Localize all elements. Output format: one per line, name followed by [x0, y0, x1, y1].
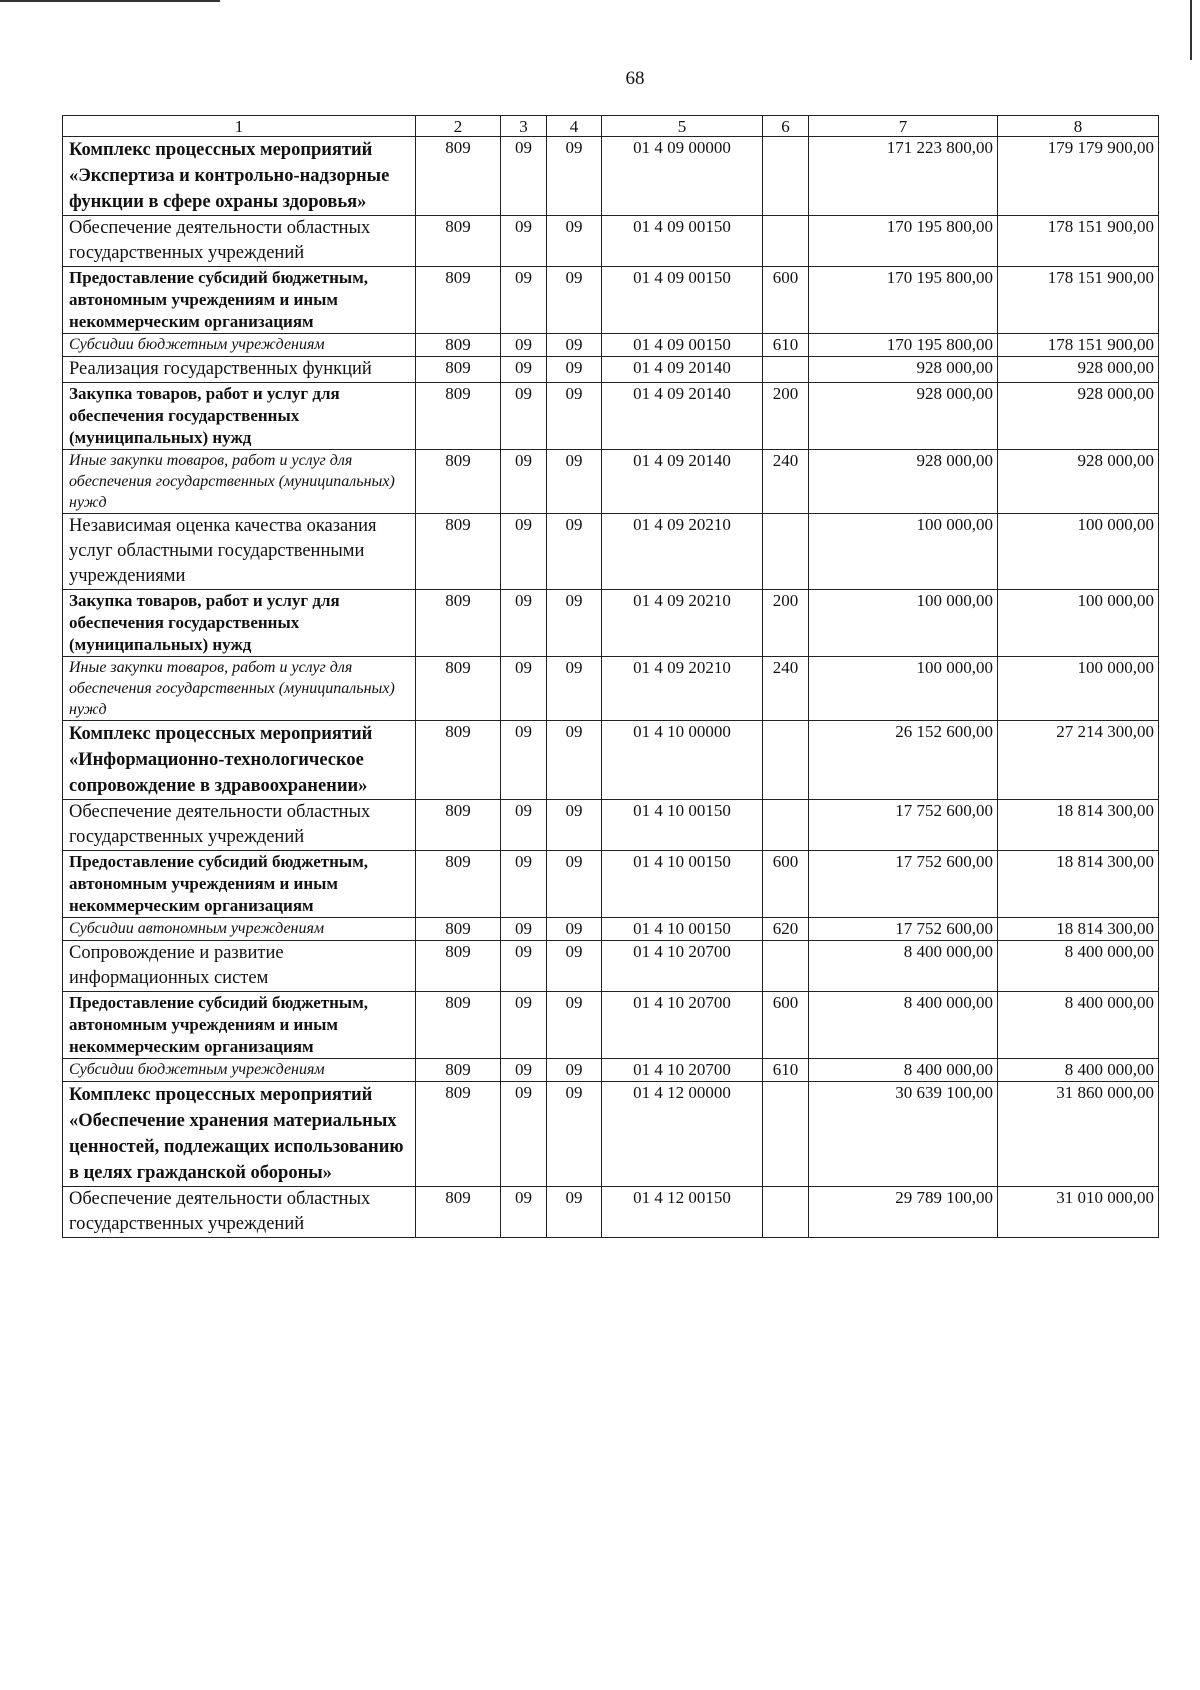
cell-amount-year1: 100 000,00 — [809, 514, 998, 590]
cell-amount-year1: 171 223 800,00 — [809, 137, 998, 216]
cell-amount-year2: 178 151 900,00 — [998, 267, 1159, 334]
cell-ministry-code: 809 — [416, 941, 501, 992]
cell-section: 09 — [501, 800, 547, 851]
cell-expense-type — [763, 941, 809, 992]
table-row — [63, 383, 1159, 450]
cell-amount-year1: 100 000,00 — [809, 657, 998, 721]
cell-amount-year2: 178 151 900,00 — [998, 216, 1159, 267]
cell-subsection: 09 — [547, 800, 602, 851]
cell-section: 09 — [501, 334, 547, 357]
table-row — [63, 1059, 1159, 1082]
cell-amount-year2: 178 151 900,00 — [998, 334, 1159, 357]
cell-ministry-code: 809 — [416, 851, 501, 918]
column-header: 6 — [763, 116, 809, 137]
cell-target-article: 01 4 10 20700 — [602, 992, 763, 1059]
column-header: 1 — [63, 116, 416, 137]
row-name: Субсидии автономным учреждениям — [63, 918, 416, 941]
row-name: Закупка товаров, работ и услуг для обеспечения государственных (муниципальных) нужд — [63, 590, 416, 657]
cell-expense-type: 600 — [763, 851, 809, 918]
cell-subsection: 09 — [547, 851, 602, 918]
cell-target-article: 01 4 09 20140 — [602, 383, 763, 450]
table-row — [63, 721, 1159, 800]
cell-ministry-code: 809 — [416, 357, 501, 383]
cell-amount-year2: 8 400 000,00 — [998, 1059, 1159, 1082]
cell-amount-year1: 8 400 000,00 — [809, 941, 998, 992]
cell-section: 09 — [501, 992, 547, 1059]
cell-subsection: 09 — [547, 1059, 602, 1082]
row-name: Сопровождение и развитие информационных систем — [63, 941, 416, 992]
cell-ministry-code: 809 — [416, 383, 501, 450]
header-row — [63, 116, 1159, 137]
cell-expense-type: 610 — [763, 334, 809, 357]
cell-amount-year2: 100 000,00 — [998, 590, 1159, 657]
table-row — [63, 800, 1159, 851]
cell-amount-year2: 31 860 000,00 — [998, 1082, 1159, 1187]
cell-expense-type: 240 — [763, 450, 809, 514]
cell-ministry-code: 809 — [416, 450, 501, 514]
cell-ministry-code: 809 — [416, 800, 501, 851]
cell-expense-type: 600 — [763, 267, 809, 334]
cell-amount-year1: 170 195 800,00 — [809, 334, 998, 357]
table-row — [63, 918, 1159, 941]
cell-subsection: 09 — [547, 137, 602, 216]
cell-subsection: 09 — [547, 590, 602, 657]
cell-ministry-code: 809 — [416, 334, 501, 357]
cell-subsection: 09 — [547, 1187, 602, 1238]
cell-expense-type — [763, 216, 809, 267]
cell-ministry-code: 809 — [416, 1187, 501, 1238]
cell-amount-year1: 26 152 600,00 — [809, 721, 998, 800]
row-name: Комплекс процессных мероприятий «Экспертиза и контрольно-надзорные функции в сфере охраны здоровья» — [63, 137, 416, 216]
cell-target-article: 01 4 09 00150 — [602, 267, 763, 334]
cell-amount-year1: 8 400 000,00 — [809, 1059, 998, 1082]
row-name: Субсидии бюджетным учреждениям — [63, 1059, 416, 1082]
cell-expense-type — [763, 514, 809, 590]
row-name: Закупка товаров, работ и услуг для обеспечения государственных (муниципальных) нужд — [63, 383, 416, 450]
column-header: 3 — [501, 116, 547, 137]
cell-target-article: 01 4 09 00150 — [602, 216, 763, 267]
page-number: 68 — [625, 68, 645, 89]
cell-target-article: 01 4 09 20140 — [602, 357, 763, 383]
column-header: 2 — [416, 116, 501, 137]
cell-ministry-code: 809 — [416, 216, 501, 267]
cell-amount-year1: 17 752 600,00 — [809, 918, 998, 941]
row-name: Обеспечение деятельности областных государственных учреждений — [63, 800, 416, 851]
budget-table — [62, 115, 1159, 1238]
table-row — [63, 450, 1159, 514]
row-name: Комплекс процессных мероприятий «Обеспечение хранения материальных ценностей, подлежащих использованию в целях гражданской обороны» — [63, 1082, 416, 1187]
cell-section: 09 — [501, 137, 547, 216]
cell-target-article: 01 4 10 00150 — [602, 851, 763, 918]
cell-amount-year1: 100 000,00 — [809, 590, 998, 657]
cell-target-article: 01 4 09 20210 — [602, 514, 763, 590]
cell-section: 09 — [501, 1082, 547, 1187]
cell-subsection: 09 — [547, 450, 602, 514]
cell-ministry-code: 809 — [416, 657, 501, 721]
cell-target-article: 01 4 12 00150 — [602, 1187, 763, 1238]
cell-amount-year2: 31 010 000,00 — [998, 1187, 1159, 1238]
table-row — [63, 137, 1159, 216]
cell-amount-year2: 18 814 300,00 — [998, 851, 1159, 918]
cell-expense-type — [763, 1187, 809, 1238]
table-row — [63, 657, 1159, 721]
cell-target-article: 01 4 09 20210 — [602, 657, 763, 721]
column-header: 5 — [602, 116, 763, 137]
row-name: Предоставление субсидий бюджетным, автономным учреждениям и иным некоммерческим организациям — [63, 851, 416, 918]
cell-section: 09 — [501, 514, 547, 590]
cell-section: 09 — [501, 216, 547, 267]
column-header: 8 — [998, 116, 1159, 137]
cell-target-article: 01 4 09 00150 — [602, 334, 763, 357]
cell-ministry-code: 809 — [416, 918, 501, 941]
cell-subsection: 09 — [547, 514, 602, 590]
cell-subsection: 09 — [547, 216, 602, 267]
table-row — [63, 590, 1159, 657]
table-row — [63, 851, 1159, 918]
cell-amount-year1: 29 789 100,00 — [809, 1187, 998, 1238]
cell-target-article: 01 4 10 20700 — [602, 941, 763, 992]
cell-section: 09 — [501, 918, 547, 941]
cell-section: 09 — [501, 851, 547, 918]
cell-amount-year2: 8 400 000,00 — [998, 941, 1159, 992]
row-name: Комплекс процессных мероприятий «Информационно-технологическое сопровождение в здравоохранении» — [63, 721, 416, 800]
cell-expense-type — [763, 800, 809, 851]
cell-expense-type — [763, 137, 809, 216]
cell-amount-year1: 17 752 600,00 — [809, 800, 998, 851]
cell-section: 09 — [501, 1059, 547, 1082]
cell-subsection: 09 — [547, 267, 602, 334]
cell-amount-year1: 30 639 100,00 — [809, 1082, 998, 1187]
cell-section: 09 — [501, 657, 547, 721]
row-name: Предоставление субсидий бюджетным, автономным учреждениям и иным некоммерческим организациям — [63, 267, 416, 334]
cell-expense-type: 600 — [763, 992, 809, 1059]
cell-subsection: 09 — [547, 334, 602, 357]
cell-ministry-code: 809 — [416, 267, 501, 334]
cell-target-article: 01 4 10 00150 — [602, 800, 763, 851]
table-row — [63, 992, 1159, 1059]
cell-amount-year1: 8 400 000,00 — [809, 992, 998, 1059]
row-name: Иные закупки товаров, работ и услуг для обеспечения государственных (муниципальных) нужд — [63, 657, 416, 721]
cell-expense-type: 240 — [763, 657, 809, 721]
cell-amount-year2: 18 814 300,00 — [998, 918, 1159, 941]
cell-ministry-code: 809 — [416, 721, 501, 800]
cell-amount-year2: 928 000,00 — [998, 357, 1159, 383]
cell-target-article: 01 4 09 20210 — [602, 590, 763, 657]
cell-amount-year2: 8 400 000,00 — [998, 992, 1159, 1059]
cell-subsection: 09 — [547, 1082, 602, 1187]
cell-amount-year1: 17 752 600,00 — [809, 851, 998, 918]
cell-ministry-code: 809 — [416, 514, 501, 590]
row-name: Иные закупки товаров, работ и услуг для обеспечения государственных (муниципальных) нужд — [63, 450, 416, 514]
row-name: Предоставление субсидий бюджетным, автономным учреждениям и иным некоммерческим организациям — [63, 992, 416, 1059]
cell-amount-year2: 928 000,00 — [998, 383, 1159, 450]
cell-subsection: 09 — [547, 657, 602, 721]
table-row — [63, 941, 1159, 992]
cell-ministry-code: 809 — [416, 137, 501, 216]
cell-ministry-code: 809 — [416, 992, 501, 1059]
row-name: Субсидии бюджетным учреждениям — [63, 334, 416, 357]
cell-expense-type: 200 — [763, 383, 809, 450]
cell-amount-year2: 27 214 300,00 — [998, 721, 1159, 800]
scan-edge-right — [1190, 0, 1192, 60]
column-header: 7 — [809, 116, 998, 137]
cell-target-article: 01 4 10 00000 — [602, 721, 763, 800]
cell-section: 09 — [501, 721, 547, 800]
cell-expense-type — [763, 357, 809, 383]
cell-subsection: 09 — [547, 941, 602, 992]
cell-amount-year2: 179 179 900,00 — [998, 137, 1159, 216]
cell-subsection: 09 — [547, 992, 602, 1059]
cell-expense-type — [763, 1082, 809, 1187]
cell-ministry-code: 809 — [416, 1082, 501, 1187]
cell-section: 09 — [501, 590, 547, 657]
cell-amount-year1: 928 000,00 — [809, 383, 998, 450]
cell-expense-type: 200 — [763, 590, 809, 657]
scan-edge-top — [0, 0, 220, 2]
cell-amount-year2: 100 000,00 — [998, 657, 1159, 721]
cell-ministry-code: 809 — [416, 590, 501, 657]
cell-target-article: 01 4 09 00000 — [602, 137, 763, 216]
cell-expense-type — [763, 721, 809, 800]
cell-section: 09 — [501, 357, 547, 383]
cell-subsection: 09 — [547, 918, 602, 941]
cell-subsection: 09 — [547, 383, 602, 450]
row-name: Обеспечение деятельности областных государственных учреждений — [63, 1187, 416, 1238]
table-row — [63, 514, 1159, 590]
row-name: Реализация государственных функций — [63, 357, 416, 383]
cell-expense-type: 620 — [763, 918, 809, 941]
table-row — [63, 267, 1159, 334]
table-row — [63, 1082, 1159, 1187]
row-name: Независимая оценка качества оказания услуг областными государственными учреждениями — [63, 514, 416, 590]
table-row — [63, 334, 1159, 357]
cell-section: 09 — [501, 267, 547, 334]
column-header: 4 — [547, 116, 602, 137]
cell-amount-year2: 18 814 300,00 — [998, 800, 1159, 851]
cell-amount-year2: 928 000,00 — [998, 450, 1159, 514]
cell-amount-year1: 928 000,00 — [809, 450, 998, 514]
cell-amount-year2: 100 000,00 — [998, 514, 1159, 590]
cell-ministry-code: 809 — [416, 1059, 501, 1082]
cell-section: 09 — [501, 383, 547, 450]
table-row — [63, 1187, 1159, 1238]
cell-expense-type: 610 — [763, 1059, 809, 1082]
cell-section: 09 — [501, 941, 547, 992]
cell-amount-year1: 170 195 800,00 — [809, 216, 998, 267]
table-row — [63, 216, 1159, 267]
cell-target-article: 01 4 10 20700 — [602, 1059, 763, 1082]
cell-amount-year1: 170 195 800,00 — [809, 267, 998, 334]
cell-target-article: 01 4 10 00150 — [602, 918, 763, 941]
table-row — [63, 357, 1159, 383]
cell-subsection: 09 — [547, 357, 602, 383]
cell-target-article: 01 4 12 00000 — [602, 1082, 763, 1187]
cell-section: 09 — [501, 1187, 547, 1238]
cell-section: 09 — [501, 450, 547, 514]
table-body — [63, 137, 1159, 1238]
row-name: Обеспечение деятельности областных государственных учреждений — [63, 216, 416, 267]
cell-target-article: 01 4 09 20140 — [602, 450, 763, 514]
cell-subsection: 09 — [547, 721, 602, 800]
cell-amount-year1: 928 000,00 — [809, 357, 998, 383]
